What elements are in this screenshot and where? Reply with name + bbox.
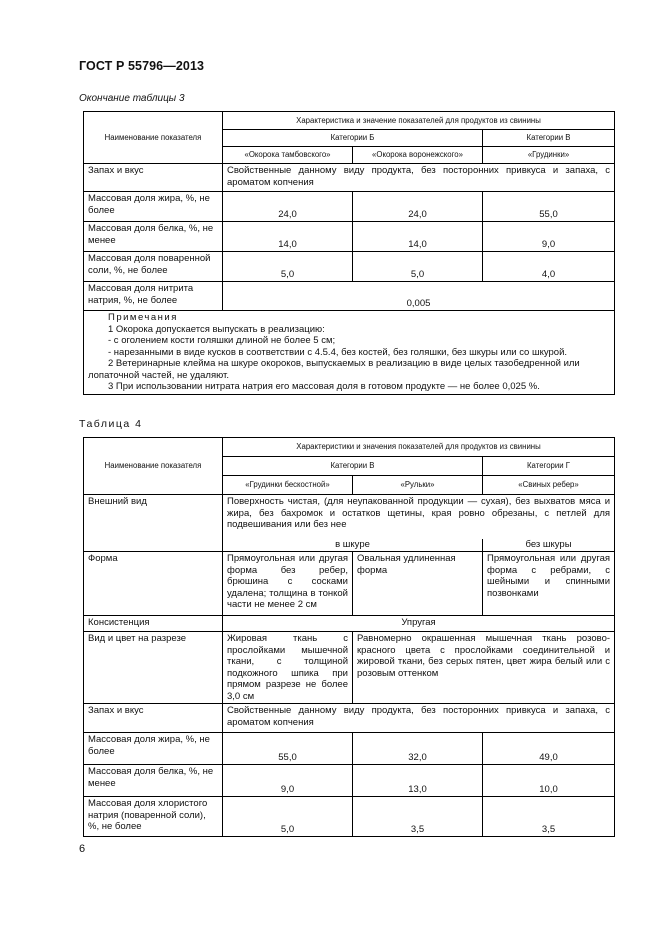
row-name: Массовая доля белка, %, не менее (84, 765, 223, 797)
row-name: Консистенция (84, 616, 223, 632)
cell-value: 3,5 (483, 797, 615, 837)
table-row (84, 797, 615, 837)
group-header: Характеристика и значение показателей для продуктов из свинины (223, 112, 615, 130)
table-notes (84, 311, 615, 395)
table-row (84, 733, 615, 765)
table-row (84, 252, 615, 282)
cell-value: Жировая ткань с прослойками мышечной ткани, с толщиной подкожного шпика при прямом разрезе не более 3,0 см (223, 632, 353, 704)
cell-value: 14,0 (353, 222, 483, 252)
notes-row (84, 311, 615, 395)
cell-value: 5,0 (223, 252, 353, 282)
cell-value: 9,0 (483, 222, 615, 252)
table-row (84, 552, 615, 616)
table-row (84, 192, 615, 222)
row-value: Свойственные данному виду продукта, без посторонних привкуса и запаха, с ароматом копчения (223, 704, 615, 733)
cell-value: 9,0 (223, 765, 353, 797)
row-value: Поверхность чистая, (для неупакованной продукции — сухая), без выхватов мяса и жира, без бахромок и остатков щетины, края ровно обрезаны, с петлей для подвешивания или без нее (223, 495, 615, 539)
group-header: Характеристики и значения показателей для продуктов из свинины (223, 438, 615, 457)
cell-value: 3,5 (353, 797, 483, 837)
cell-value: 4,0 (483, 252, 615, 282)
cell-value: Прямоугольная или другая форма с ребрами, с шейными и спинными позвонками (483, 552, 615, 616)
row-name: Форма (84, 552, 223, 616)
product-header: «Рульки» (353, 476, 483, 495)
table-row (84, 632, 615, 704)
note-item: 2 Ветеринарные клейма на шкуре окороков, выпускаемых в реализацию в виде целых тазобедренной или лопаточной частей, не удаляют. (88, 358, 580, 381)
cell-value: 24,0 (353, 192, 483, 222)
table-3 (83, 111, 615, 395)
row-name: Вид и цвет на разрезе (84, 632, 223, 704)
cell-value: 32,0 (353, 733, 483, 765)
product-header: «Окорока тамбовского» (223, 147, 353, 164)
notes-title: Примечания (108, 312, 178, 323)
cell-value: 5,0 (223, 797, 353, 837)
row-name: Массовая доля белка, %, не менее (84, 222, 223, 252)
cell-value: 5,0 (353, 252, 483, 282)
row-name: Массовая доля нитрита натрия, %, не более (84, 282, 223, 311)
category-g-header: Категории Г (483, 457, 615, 476)
with-skin-label: в шкуре (223, 539, 483, 552)
table-row (84, 222, 615, 252)
table4-caption: Таблица 4 (79, 418, 143, 430)
cell-value: 10,0 (483, 765, 615, 797)
row-name: Массовая доля поваренной соли, %, не более (84, 252, 223, 282)
cell-value: 0,005 (223, 282, 615, 311)
param-header: Наименование показателя (84, 112, 223, 164)
table-row (84, 164, 615, 192)
category-v-header: Категории В (483, 130, 615, 147)
product-header: «Грудинки бескостной» (223, 476, 353, 495)
cell-value: 55,0 (223, 733, 353, 765)
without-skin-label: без шкуры (483, 539, 615, 552)
table-4 (83, 437, 615, 837)
cell-value: Равномерно окрашенная мышечная ткань розово-красного цвета с прослойками соединительной и жировой ткани, без серых пятен, цвет жира белый или с розовым оттенком (353, 632, 615, 704)
note-item: 3 При использовании нитрата натрия его массовая доля в готовом продукте — не более 0,025 %. (108, 381, 540, 392)
cell-value: Упругая (223, 616, 615, 632)
row-name: Массовая доля жира, %, не более (84, 192, 223, 222)
document-header: ГОСТ Р 55796—2013 (79, 59, 205, 73)
table3-caption: Окончание таблицы 3 (79, 93, 185, 104)
cell-value: 13,0 (353, 765, 483, 797)
cell-value: 14,0 (223, 222, 353, 252)
note-item: - с оголением кости голяшки длиной не более 5 см; (108, 335, 336, 346)
cell-value: 24,0 (223, 192, 353, 222)
table-row (84, 495, 615, 539)
row-name: Внешний вид (84, 495, 223, 552)
note-item: - нарезанными в виде кусков в соответствии с 4.5.4, без костей, без голяшки, без шкуры или со шкурой. (108, 346, 568, 358)
note-item: 1 Окорока допускается выпускать в реализацию: (108, 323, 325, 335)
category-v-header: Категории В (223, 457, 483, 476)
table-row (84, 616, 615, 632)
table-row (84, 282, 615, 311)
page-number: 6 (79, 843, 86, 855)
row-name: Массовая доля хлористого натрия (поваренной соли), %, не более (84, 797, 223, 837)
table-row (84, 765, 615, 797)
cell-value: Прямоугольная или другая форма без ребер, брюшина с сосками удалена; толщина в тонкой части не менее 2 см (223, 552, 353, 616)
table-row (84, 704, 615, 733)
cell-value: 49,0 (483, 733, 615, 765)
row-name: Запах и вкус (84, 164, 223, 192)
param-header: Наименование показателя (84, 438, 223, 495)
row-name: Массовая доля жира, %, не более (84, 733, 223, 765)
product-header: «Свиных ребер» (483, 476, 615, 495)
product-header: «Окорока воронежского» (353, 147, 483, 164)
cell-value: 55,0 (483, 192, 615, 222)
row-name: Запах и вкус (84, 704, 223, 733)
category-b-header: Категории Б (223, 130, 483, 147)
cell-value: Овальная удлиненная форма (353, 552, 483, 616)
product-header: «Грудинки» (483, 147, 615, 164)
row-value: Свойственные данному виду продукта, без посторонних привкуса и запаха, с ароматом копчения (223, 164, 615, 192)
